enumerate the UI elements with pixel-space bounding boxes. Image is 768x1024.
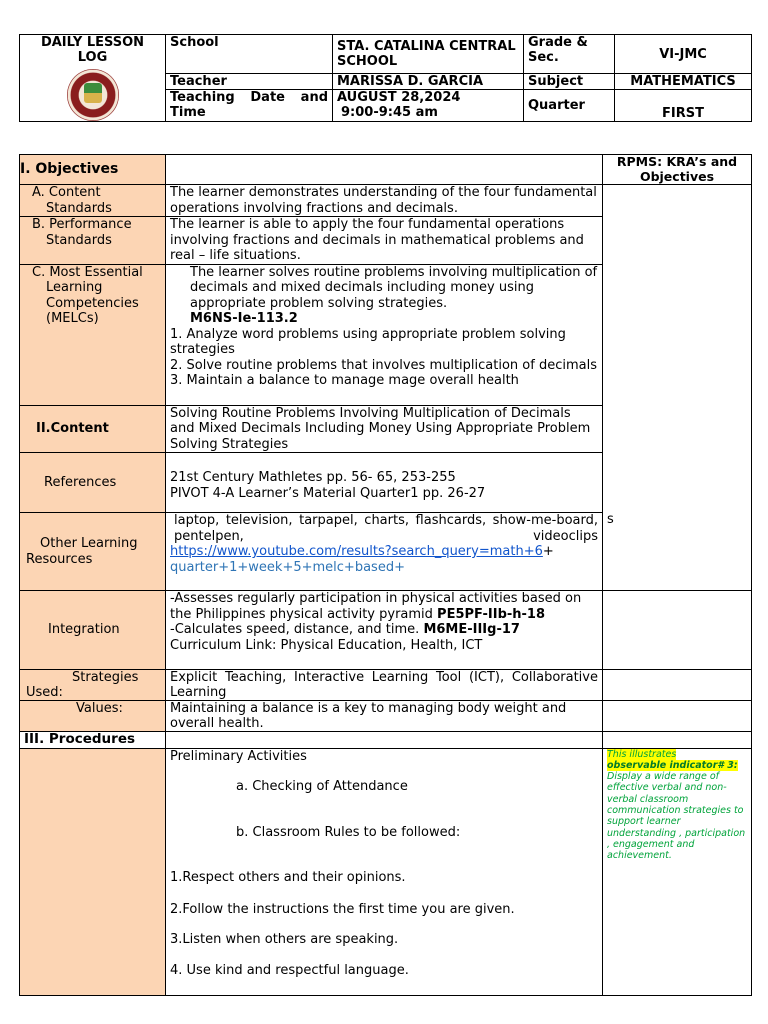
teacher-value: MARISSA D. GARCIA	[333, 74, 524, 90]
performance-standards-text: The learner is able to apply the four fundamental operations involving fractions and decimals in mathematical problems and real – life situations.	[166, 217, 603, 265]
rule: 3.Listen when others are speaking.	[170, 932, 399, 947]
integration-line1: -Assesses regularly participation in physical activities based on the Philippines physical activity pyramid	[170, 591, 582, 622]
integration-label: Integration	[20, 591, 166, 670]
objectives-heading: I. Objectives	[20, 155, 166, 185]
header-table	[19, 34, 752, 122]
rpms-column	[603, 185, 752, 591]
melc-code: M6NS-Ie-113.2	[190, 311, 298, 326]
quarter-value: FIRST	[615, 90, 752, 122]
youtube-link-continued[interactable]: quarter+1+week+5+melc+based+	[170, 559, 405, 575]
strategies-rpms-blank	[603, 670, 752, 701]
preliminary-activities: Preliminary Activities	[170, 748, 307, 764]
indicator-bold: observable indicator# 3:	[607, 759, 738, 771]
integration-code1: PE5PF-IIb-h-18	[437, 606, 546, 622]
references-label: References	[20, 453, 166, 513]
lesson-table	[19, 154, 752, 996]
melc-item: 1. Analyze word problems using appropriate problem solving strategies	[170, 326, 566, 357]
references-cell	[166, 453, 603, 513]
rule: 1.Respect others and their opinions.	[170, 870, 406, 885]
procedures-cell	[166, 748, 603, 995]
procedures-blank	[166, 732, 603, 749]
integration-rpms-blank	[603, 591, 752, 670]
rpms-note: s	[607, 512, 614, 527]
content-standards-label: A. Content Standards	[20, 185, 166, 217]
reference-item: 21st Century Mathletes pp. 56- 65, 253-255	[170, 470, 456, 485]
melc-item: 3. Maintain a balance to manage mage overall health	[170, 373, 519, 388]
date-label: Teaching Date and Time	[166, 90, 333, 122]
values-text: Maintaining a balance is a key to managing body weight and overall health.	[166, 701, 603, 732]
integration-line3: Curriculum Link: Physical Education, Health, ICT	[170, 637, 483, 653]
attendance-item: a. Checking of Attendance	[236, 779, 408, 794]
reference-item: PIVOT 4-A Learner’s Material Quarter1 pp. 26-27	[170, 485, 486, 501]
values-rpms-blank	[603, 701, 752, 732]
dll-title-cell	[20, 35, 166, 122]
subject-label: Subject	[524, 74, 615, 90]
youtube-link[interactable]: https://www.youtube.com/results?search_query=math+6	[170, 544, 543, 559]
rule: 4. Use kind and respectful language.	[170, 962, 409, 978]
integration-cell	[166, 591, 603, 670]
content-standards-text: The learner demonstrates understanding of the four fundamental operations involving fractions and decimals.	[166, 185, 603, 217]
other-resources-cell	[166, 513, 603, 591]
date-time-cell	[333, 90, 524, 122]
rules-item: b. Classroom Rules to be followed:	[236, 824, 461, 840]
school-label: School	[166, 35, 333, 74]
procedures-heading: III. Procedures	[20, 732, 166, 749]
grade-label: Grade & Sec.	[524, 35, 615, 74]
melc-text: The learner solves routine problems involving multiplication of decimals and mixed decimals including money using appropriate problem solving strategies.	[190, 264, 598, 311]
procedures-rpms-blank	[603, 732, 752, 749]
rule: 2.Follow the instructions the first time you are given.	[170, 901, 515, 917]
content-text: Solving Routine Problems Involving Multiplication of Decimals and Mixed Decimals Including Money Using Appropriate Problem Solving Strategies	[166, 405, 603, 453]
indicator-intro: This illustrates	[607, 748, 677, 760]
values-label: Values:	[20, 701, 166, 732]
grade-value: VI-JMC	[615, 35, 752, 74]
content-label: II.Content	[20, 405, 166, 453]
melcs-cell	[166, 264, 603, 405]
teacher-label: Teacher	[166, 74, 333, 90]
subject-value: MATHEMATICS	[615, 74, 752, 90]
objectives-blank	[166, 155, 603, 185]
melc-item: 2. Solve routine problems that involves multiplication of decimals	[170, 357, 597, 373]
other-resources-label: Other Learning Resources	[20, 513, 166, 591]
school-seal-logo	[67, 69, 119, 121]
strategies-text: Explicit Teaching, Interactive Learning Tool (ICT), Collaborative Learning	[166, 670, 603, 701]
dll-title: DAILY LESSON LOG	[40, 35, 145, 65]
integration-line2: -Calculates speed, distance, and time.	[170, 622, 420, 637]
date-value: AUGUST 28,2024	[337, 90, 461, 105]
melcs-label: C. Most Essential Learning Competencies (MELCs)	[20, 264, 166, 405]
procedures-label-blank	[20, 748, 166, 995]
school-value: STA. CATALINA CENTRAL SCHOOL	[333, 35, 524, 74]
integration-code2: M6ME-IIIg-17	[423, 622, 520, 637]
performance-standards-label: B. Performance Standards	[20, 217, 166, 265]
time-value: 9:00-9:45 am	[341, 105, 438, 120]
other-resources-text: laptop, television, tarpapel, charts, flashcards, show-me-board, pentelpen, videoclips	[174, 513, 598, 544]
observable-indicator-note	[603, 748, 752, 995]
link-plus: +	[542, 544, 554, 559]
strategies-label: Strategies Used:	[20, 670, 166, 701]
indicator-text: Display a wide range of effective verbal and non-verbal classroom communication strategies to support learner understanding , participation , engagement and achievement.	[607, 771, 746, 862]
quarter-label: Quarter	[524, 90, 615, 122]
rpms-heading: RPMS: KRA’s and Objectives	[603, 155, 752, 185]
